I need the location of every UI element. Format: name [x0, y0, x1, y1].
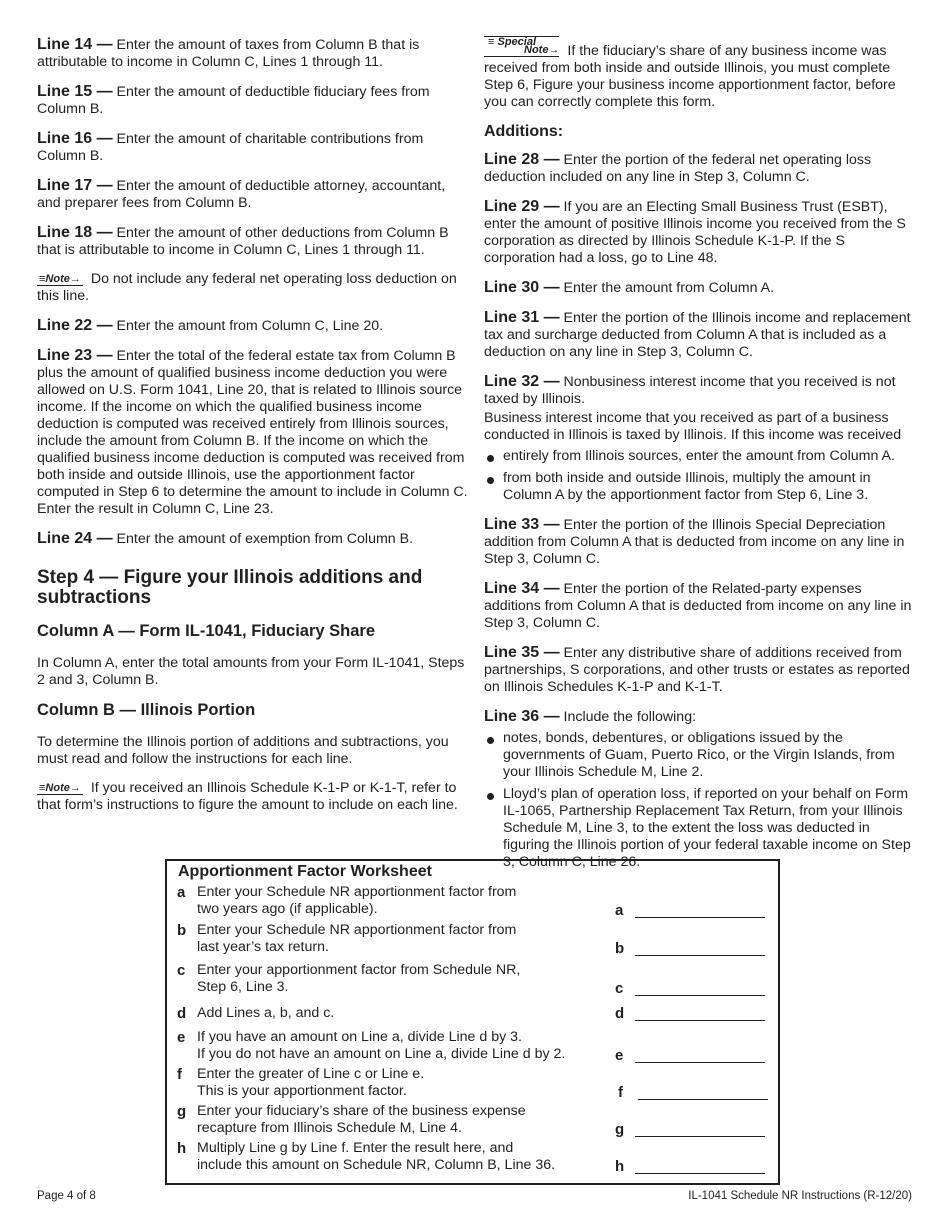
line-30: Line 30 — Enter the amount from Column A. — [484, 279, 775, 296]
list-item: entirely from Illinois sources, enter the amount from Column A. — [484, 448, 914, 465]
line-b-field[interactable] — [635, 954, 765, 956]
line-33: Line 33 — Enter the portion of the Illinois Special Depreciation addition from Column A that is deducted from income on any line in Step 3, Column C. — [484, 516, 905, 567]
line-29: Line 29 — If you are an Electing Small Business Trust (ESBT), enter the amount of positive Illinois income you received from the S corporation as directed by Illinois Schedule K-1-P. If the S corporation had a loss, go to Line 48. — [484, 198, 906, 266]
list-item: from both inside and outside Illinois, multiply the amount in Column A by the apportionment factor from Step 6, Line 3. — [484, 470, 914, 504]
special-note-badge-icon: ≡ Special Note→ — [484, 36, 559, 57]
line-32: Line 32 — Nonbusiness interest income that you received is not taxed by Illinois. — [484, 373, 896, 407]
line-36-bullets — [484, 730, 914, 871]
apportionment-worksheet: Apportionment Factor Worksheet a Enter your Schedule NR apportionment factor from two years ago (if applicable). a b Enter your Schedule NR apportionment factor from last year’s tax return. b c Enter your apportionment factor from Schedule NR, Step 6, Line 3. c d Add Lines a, b, and c. d e If you have an amount on Line a, divide Line d by 3. If you do not have an amount on Line a, divide Line d by 2. e f Enter the greater of Line c or Line e. This is your apportionment factor. f g Enter your fiduciary’s share of the business expense recapture from Illinois Schedule M, Line 4. g h Multiply Line g by Line f. Enter the result here, and include this amount on Schedule NR, Column B, Line 36. h — [165, 859, 780, 1185]
line-a-field[interactable] — [635, 916, 765, 918]
line-c-field[interactable] — [635, 994, 765, 996]
line-h-field[interactable] — [635, 1172, 765, 1174]
line-18: Line 18 — Enter the amount of other deductions from Column B that is attributable to income in Column C, Lines 1 through 11. — [37, 224, 449, 258]
special-note: ≡ Special Note→ If the fiduciary’s share of any business income was received from both inside and outside Illinois, you must complete Step 6, Figure your business income apportionment factor, before you can correctly complete this form. — [484, 36, 896, 110]
column-a-text: In Column A, enter the total amounts from your Form IL-1041, Steps 2 and 3, Column B. — [37, 655, 465, 688]
line-f-field[interactable] — [638, 1098, 768, 1100]
worksheet-title: Apportionment Factor Worksheet — [178, 863, 432, 880]
line-31: Line 31 — Enter the portion of the Illinois income and replacement tax and surcharge deducted from Column A that is included as a deduction on any line in Step 3, Column C. — [484, 309, 911, 360]
line-17: Line 17 — Enter the amount of deductible attorney, accountant, and preparer fees from Column B. — [37, 177, 446, 211]
line-34: Line 34 — Enter the portion of the Related-party expenses additions from Column A that is deducted from income on any line in Step 3, Column C. — [484, 580, 912, 631]
note-badge-icon: ≡Note→ — [39, 273, 81, 285]
line-e-field[interactable] — [635, 1061, 765, 1063]
right-column — [484, 36, 914, 883]
line-35: Line 35 — Enter any distributive share of additions received from partnerships, S corporations, and other trusts or estates as reported on Illinois Schedules K-1-P and K-1-T. — [484, 644, 910, 695]
line-15: Line 15 — Enter the amount of deductible fiduciary fees from Column B. — [37, 83, 430, 117]
note-nol: ≡Note→ Do not include any federal net operating loss deduction on this line. — [37, 271, 457, 304]
list-item: Lloyd’s plan of operation loss, if reported on your behalf on Form IL-1065, Partnership Replacement Tax Return, from your Illinois Schedule M, Line 3, to the extent the loss was deducted in figuring the Illinois portion of your federal taxable income on Step 3, Column C, Line 26. — [484, 786, 914, 871]
line-14: Line 14 — Enter the amount of taxes from Column B that is attributable to income in Column C, Lines 1 through 11. — [37, 36, 420, 70]
step4-heading: Step 4 — Figure your Illinois additions and subtractions — [37, 567, 423, 608]
line-32-paragraph: Business interest income that you received as part of a business conducted in Illinois is taxed by Illinois. If this income was received — [484, 410, 902, 443]
line-d-field[interactable] — [635, 1019, 765, 1021]
page-number: Page 4 of 8 — [37, 1190, 96, 1202]
additions-heading: Additions: — [484, 123, 564, 140]
column-a-heading: Column A — Form IL-1041, Fiduciary Share — [37, 622, 376, 640]
line-16: Line 16 — Enter the amount of charitable contributions from Column B. — [37, 130, 424, 164]
column-b-text: To determine the Illinois portion of additions and subtractions, you must read and follow the instructions for each line. — [37, 734, 449, 767]
line-22: Line 22 — Enter the amount from Column C, Line 20. — [37, 317, 384, 334]
left-column — [37, 36, 469, 826]
line-23: Line 23 — Enter the total of the federal estate tax from Column B plus the amount of qualified business income deduction you were allowed on U.S. Form 1041, Line 20, that is related to Illinois source income. If the income on which the qualified business income deduction is computed was received entirely from Illinois sources, include the amount from Column B. If the income on which the qualified business income deduction is computed was received from both inside and outside Illinois, use the apportionment factor computed in Step 6 to determine the amount to include in Column C. Enter the result in Column C, Line 23. — [37, 347, 468, 517]
list-item: notes, bonds, debentures, or obligations issued by the governments of Guam, Puerto Rico, or the Virgin Islands, from your Illinois Schedule M, Line 2. — [484, 730, 914, 781]
note-k1: ≡Note→ If you received an Illinois Schedule K-1-P or K-1-T, refer to that form’s instructions to figure the amount to include on each line. — [37, 780, 458, 813]
line-36: Line 36 — Include the following: — [484, 708, 697, 725]
line-28: Line 28 — Enter the portion of the federal net operating loss deduction included on any line in Step 3, Column C. — [484, 151, 872, 185]
form-id: IL-1041 Schedule NR Instructions (R-12/20) — [688, 1190, 912, 1202]
line-24: Line 24 — Enter the amount of exemption from Column B. — [37, 530, 414, 547]
note-badge-icon: ≡Note→ — [39, 782, 81, 794]
line-32-bullets — [484, 448, 914, 504]
line-g-field[interactable] — [635, 1135, 765, 1137]
column-b-heading: Column B — Illinois Portion — [37, 701, 256, 719]
